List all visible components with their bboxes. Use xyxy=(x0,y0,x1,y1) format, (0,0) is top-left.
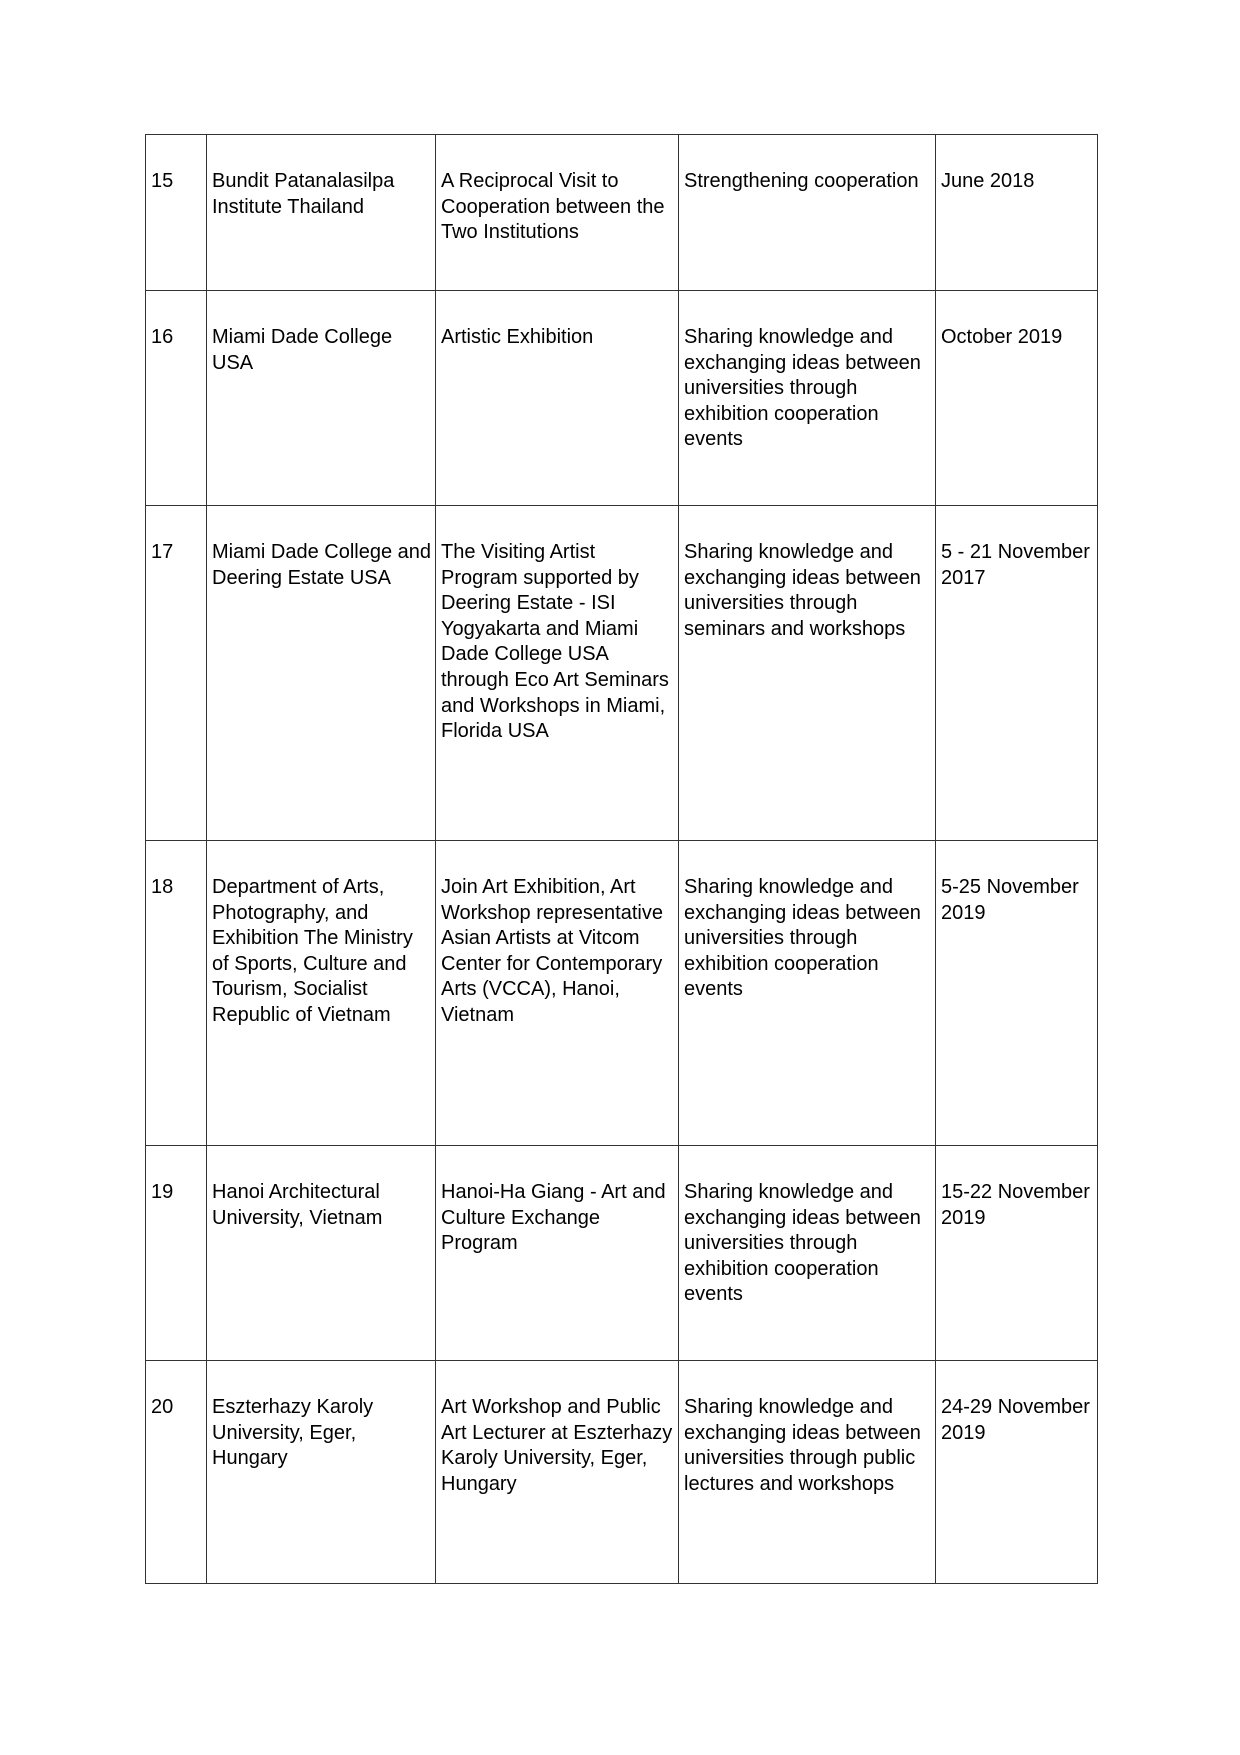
purpose-cell: Sharing knowledge and exchanging ideas between universities through exhibition cooperation events xyxy=(679,291,936,506)
table-row xyxy=(146,841,1098,1146)
table-row xyxy=(146,1146,1098,1361)
table-row xyxy=(146,506,1098,841)
purpose-cell: Sharing knowledge and exchanging ideas between universities through exhibition cooperation events xyxy=(679,841,936,1146)
date-cell: October 2019 xyxy=(936,291,1098,506)
purpose-cell: Sharing knowledge and exchanging ideas between universities through seminars and workshops xyxy=(679,506,936,841)
table-row xyxy=(146,135,1098,291)
activity-cell: Join Art Exhibition, Art Workshop representative Asian Artists at Vitcom Center for Contemporary Arts (VCCA), Hanoi, Vietnam xyxy=(436,841,679,1146)
date-cell: 5-25 November 2019 xyxy=(936,841,1098,1146)
activity-cell: A Reciprocal Visit to Cooperation between the Two Institutions xyxy=(436,135,679,291)
purpose-cell: Strengthening cooperation xyxy=(679,135,936,291)
institution-cell: Hanoi Architectural University, Vietnam xyxy=(207,1146,436,1361)
table-row xyxy=(146,291,1098,506)
row-number: 16 xyxy=(146,291,207,506)
activity-cell: The Visiting Artist Program supported by Deering Estate - ISI Yogyakarta and Miami Dade College USA through Eco Art Seminars and Workshops in Miami, Florida USA xyxy=(436,506,679,841)
institution-cell: Bundit Patanalasilpa Institute Thailand xyxy=(207,135,436,291)
row-number: 19 xyxy=(146,1146,207,1361)
purpose-cell: Sharing knowledge and exchanging ideas between universities through public lectures and workshops xyxy=(679,1361,936,1584)
activity-cell: Art Workshop and Public Art Lecturer at Eszterhazy Karoly University, Eger, Hungary xyxy=(436,1361,679,1584)
date-cell: June 2018 xyxy=(936,135,1098,291)
row-number: 17 xyxy=(146,506,207,841)
row-number: 20 xyxy=(146,1361,207,1584)
date-cell: 24-29 November 2019 xyxy=(936,1361,1098,1584)
date-cell: 15-22 November 2019 xyxy=(936,1146,1098,1361)
institution-cell: Department of Arts, Photography, and Exhibition The Ministry of Sports, Culture and Tourism, Socialist Republic of Vietnam xyxy=(207,841,436,1146)
date-cell: 5 - 21 November 2017 xyxy=(936,506,1098,841)
institution-cell: Miami Dade College USA xyxy=(207,291,436,506)
row-number: 15 xyxy=(146,135,207,291)
institution-cell: Miami Dade College and Deering Estate USA xyxy=(207,506,436,841)
activity-cell: Hanoi-Ha Giang - Art and Culture Exchange Program xyxy=(436,1146,679,1361)
purpose-cell: Sharing knowledge and exchanging ideas between universities through exhibition cooperation events xyxy=(679,1146,936,1361)
institution-cell: Eszterhazy Karoly University, Eger, Hungary xyxy=(207,1361,436,1584)
row-number: 18 xyxy=(146,841,207,1146)
cooperation-table xyxy=(145,134,1098,1584)
activity-cell: Artistic Exhibition xyxy=(436,291,679,506)
table-row xyxy=(146,1361,1098,1584)
